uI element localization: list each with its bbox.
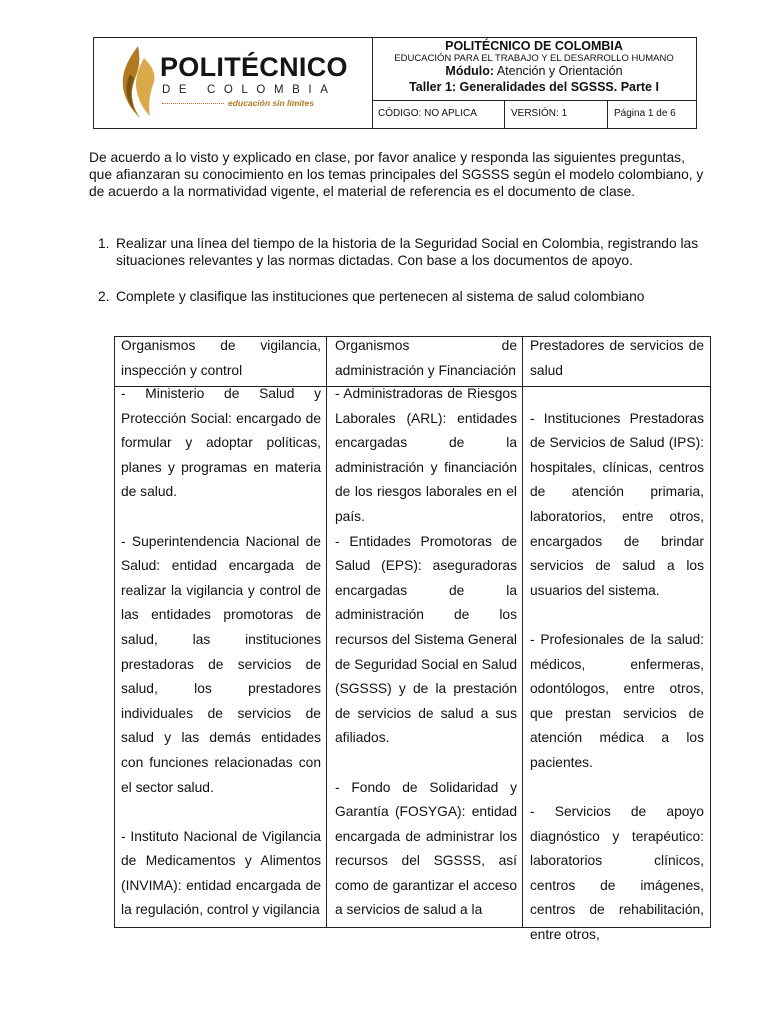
header-info xyxy=(372,38,696,128)
workshop-title: Taller 1: Generalidades del SGSSS. Parte I xyxy=(409,80,659,94)
module-label: Módulo: xyxy=(445,64,495,78)
module-value: Atención y Orientación xyxy=(496,64,623,78)
logo-tagline: educación sin límites xyxy=(228,98,314,108)
list-item: - Profesionales de la salud: médicos, enfermeras, odontólogos, entre otros, que prestan servicios de atención médica a los pacientes. xyxy=(530,631,704,770)
code-cell: CÓDIGO: NO APLICA xyxy=(372,100,505,128)
table-header-cell: Organismos de administración y Financiación xyxy=(335,338,517,378)
list-item: - Entidades Promotoras de Salud (EPS): aseguradoras encargadas de la administración de los recursos del Sistema General de Seguridad Social en Salud (SGSSS) y de la prestación de servicios de salud a sus afiliados. xyxy=(335,533,517,746)
header-info-bottom xyxy=(372,100,696,128)
version-cell: VERSIÓN: 1 xyxy=(505,100,608,128)
document-header xyxy=(93,37,697,129)
list-item: - Administradoras de Riesgos Laborales (ARL): entidades encargadas de la administración y financiación de los riesgos laborales en el país. xyxy=(335,386,517,524)
list-item: - Superintendencia Nacional de Salud: entidad encargada de realizar la vigilancia y control de las entidades promotoras de salud, las instituciones prestadoras de servicios de salud, los prestadores individuales de servicios de salud y las demás entidades con funciones relacionadas con el sector salud. xyxy=(121,533,321,795)
question-2 xyxy=(98,288,708,305)
table-divider xyxy=(326,336,327,928)
institution-name: POLITÉCNICO DE COLOMBIA xyxy=(445,39,623,53)
question-1 xyxy=(98,235,708,269)
intro-paragraph: De acuerdo a lo visto y explicado en clase, por favor analice y responda las siguientes preguntas, que afianzaran su conocimiento en los temas principales del SGSSS según el modelo colombiano, y de acuerdo a la normatividad vigente, el material de referencia es el documento de clase. xyxy=(89,150,704,199)
table-cell-administracion xyxy=(335,382,517,948)
list-item: - Instituto Nacional de Vigilancia de Medicamentos y Alimentos (INVIMA): entidad encargada de la regulación, control y vigilancia xyxy=(121,828,321,918)
logo-cell xyxy=(94,38,373,128)
logo-title: POLITÉCNICO xyxy=(160,52,348,82)
table-divider xyxy=(522,336,523,928)
list-item: - Servicios de apoyo diagnóstico y terapéutico: laboratorios clínicos, centros de imágenes, centros de rehabilitación, entre otros, xyxy=(530,804,704,943)
question-number: 2. xyxy=(98,289,110,304)
module-line xyxy=(372,64,696,79)
question-number: 1. xyxy=(98,236,110,251)
list-item: - Fondo de Solidaridad y Garantía (FOSYGA): entidad encargada de administrar los recursos del SGSSS, así como de garantizar el acceso a servicios de salud a la xyxy=(335,779,517,918)
education-line: EDUCACIÓN PARA EL TRABAJO Y EL DESARROLLO HUMANO xyxy=(394,53,674,64)
list-item: - Instituciones Prestadoras de Servicios de Salud (IPS): hospitales, clínicas, centros de atención primaria, laboratorios, entre otros, encargados de brindar servicios de salud a los usuarios del sistema. xyxy=(530,410,704,598)
flame-logo-icon xyxy=(116,44,158,120)
question-text: Complete y clasifique las instituciones que pertenecen al sistema de salud colombiano xyxy=(116,289,645,304)
logo-dotted-line xyxy=(162,103,224,104)
question-text: Realizar una línea del tiempo de la historia de la Seguridad Social en Colombia, registrando las situaciones relevantes y las normas dictadas. Con base a los documentos de apoyo. xyxy=(116,236,699,268)
list-item: - Ministerio de Salud y Protección Social: encargado de formular y adoptar políticas, planes y programas en materia de salud. xyxy=(121,386,321,500)
header-info-top xyxy=(372,38,696,101)
logo-subtitle: DE COLOMBIA xyxy=(162,84,337,96)
table-header-cell: Organismos de vigilancia, inspección y control xyxy=(121,338,321,378)
table-cell-vigilancia xyxy=(121,382,321,948)
table-cell-prestadores xyxy=(530,382,704,972)
table-header-cell: Prestadores de servicios de salud xyxy=(530,338,704,378)
page-cell: Página 1 de 6 xyxy=(614,108,676,119)
